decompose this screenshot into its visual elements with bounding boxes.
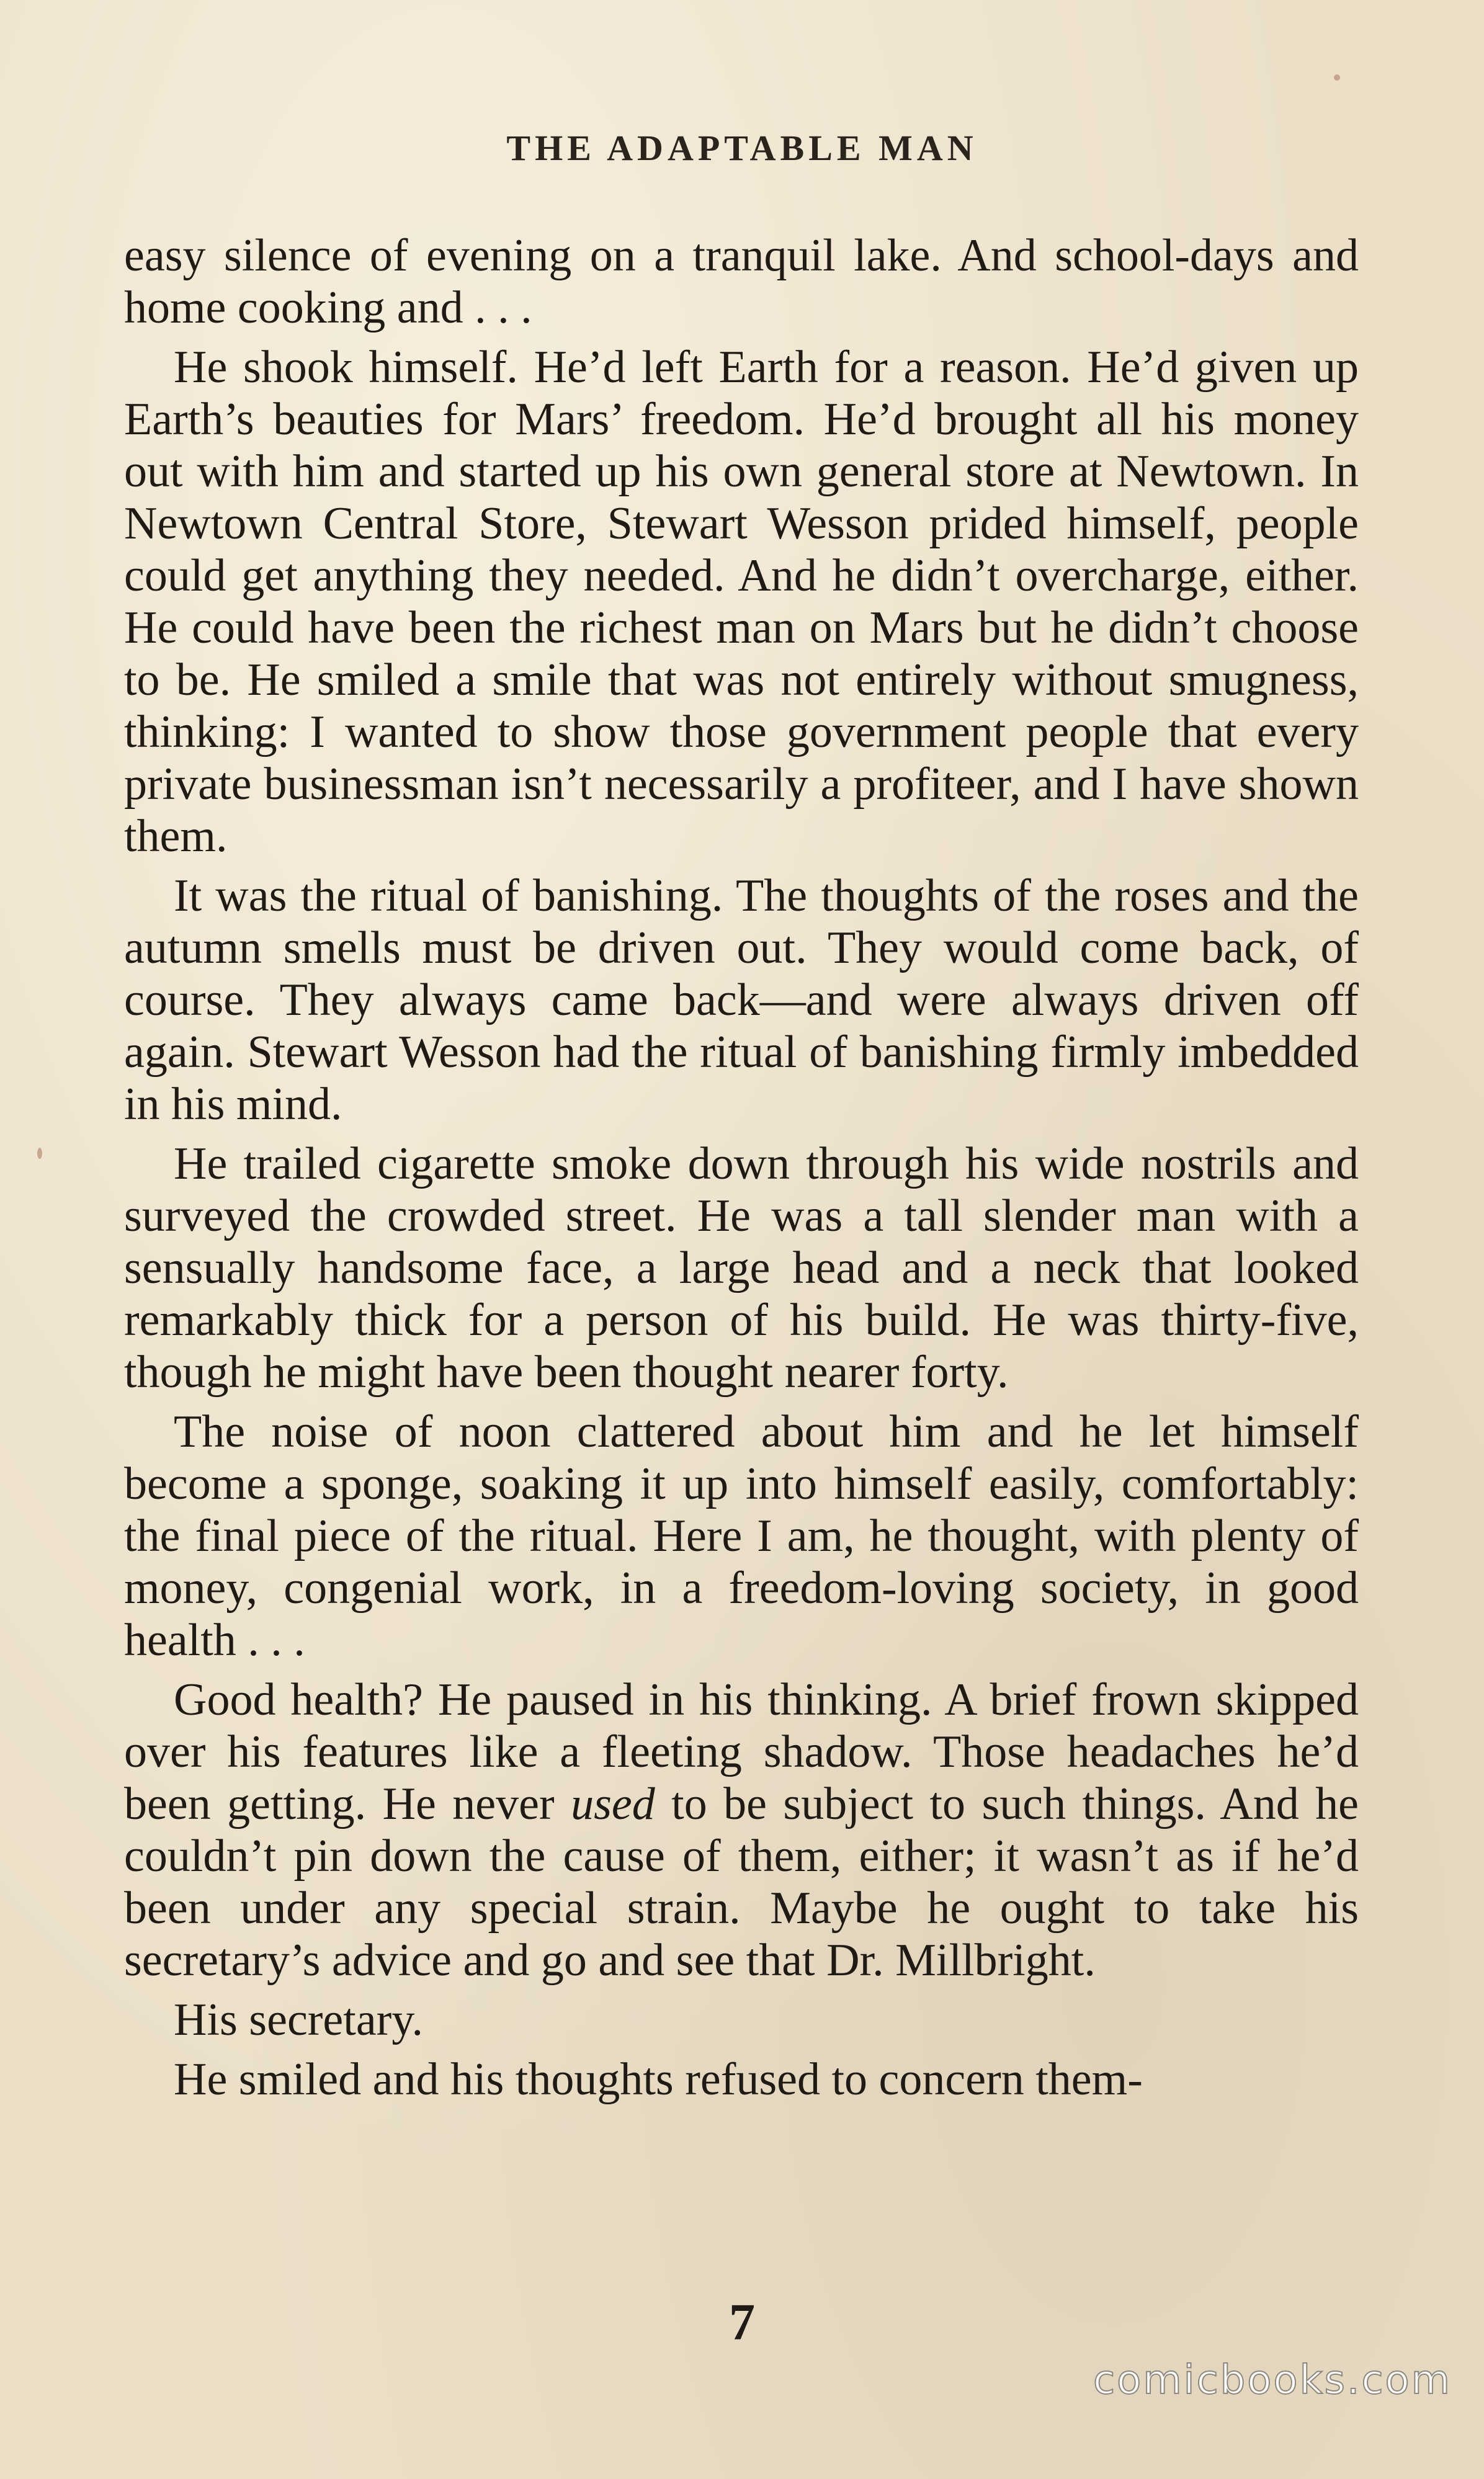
watermark: comicbooks.com [1093,2357,1452,2403]
paragraph-6-part-2: to be subject to such things. And he couldn’t pin down the cause of them, either; it wasn’t as if he’d been under any special strain. Maybe he ought to take his secretary’s advice and go and see that Dr. Millbright. [124,1779,1359,1986]
paragraph-6 [124,1674,1359,1986]
paragraph-7: His secretary. [174,1994,424,2045]
paper-speck [37,1148,42,1159]
paragraph-1: easy silence of evening on a tranquil lake. And school-days and home cooking and . . . [124,230,1359,333]
paragraph-3: It was the ritual of banishing. The thoughts of the roses and the autumn smells must be driven out. They would come back, of course. They always came back—and were always driven off again. Stewart Wesson had the ritual of banishing firmly imbedded in his mind. [124,870,1359,1130]
page-number: 7 [729,2294,755,2351]
paragraph-8: He smiled and his thoughts refused to concern them- [174,2054,1143,2105]
body-text [124,230,1359,2106]
italic-word: used [571,1779,655,1829]
paragraph-4: He trailed cigarette smoke down through his wide nostrils and surveyed the crowded street. He was a tall slender man with a sensually handsome face, a large head and a neck that looked remarkably thick for a person of his build. He was thirty-five, though he might have been thought nearer forty. [124,1138,1359,1398]
paragraph-6-part-1: Good health? He paused in his thinking. A brief frown skipped over his features like a fleeting shadow. Those headaches he’d been getting. He never [124,1674,1359,1829]
paragraph-5: The noise of noon clattered about him and he let himself become a sponge, soaking it up into himself easily, comfortably: the final piece of the ritual. Here I am, he thought, with plenty of money, congenial work, in a freedom-loving society, in good health . . . [124,1406,1359,1666]
paper-speck [1334,74,1340,81]
running-head: THE ADAPTABLE MAN [506,128,978,168]
paragraph-2: He shook himself. He’d left Earth for a reason. He’d given up Earth’s beauties for Mars’ freedom. He’d brought all his money out with him and started up his own general store at Newtown. In Newtown Central Store, Stewart Wesson prided himself, people could get anything they needed. And he didn’t overcharge, either. He could have been the richest man on Mars but he didn’t choose to be. He smiled a smile that was not entirely without smugness, thinking: I wanted to show those government people that every private businessman isn’t necessarily a profiteer, and I have shown them. [124,342,1359,862]
